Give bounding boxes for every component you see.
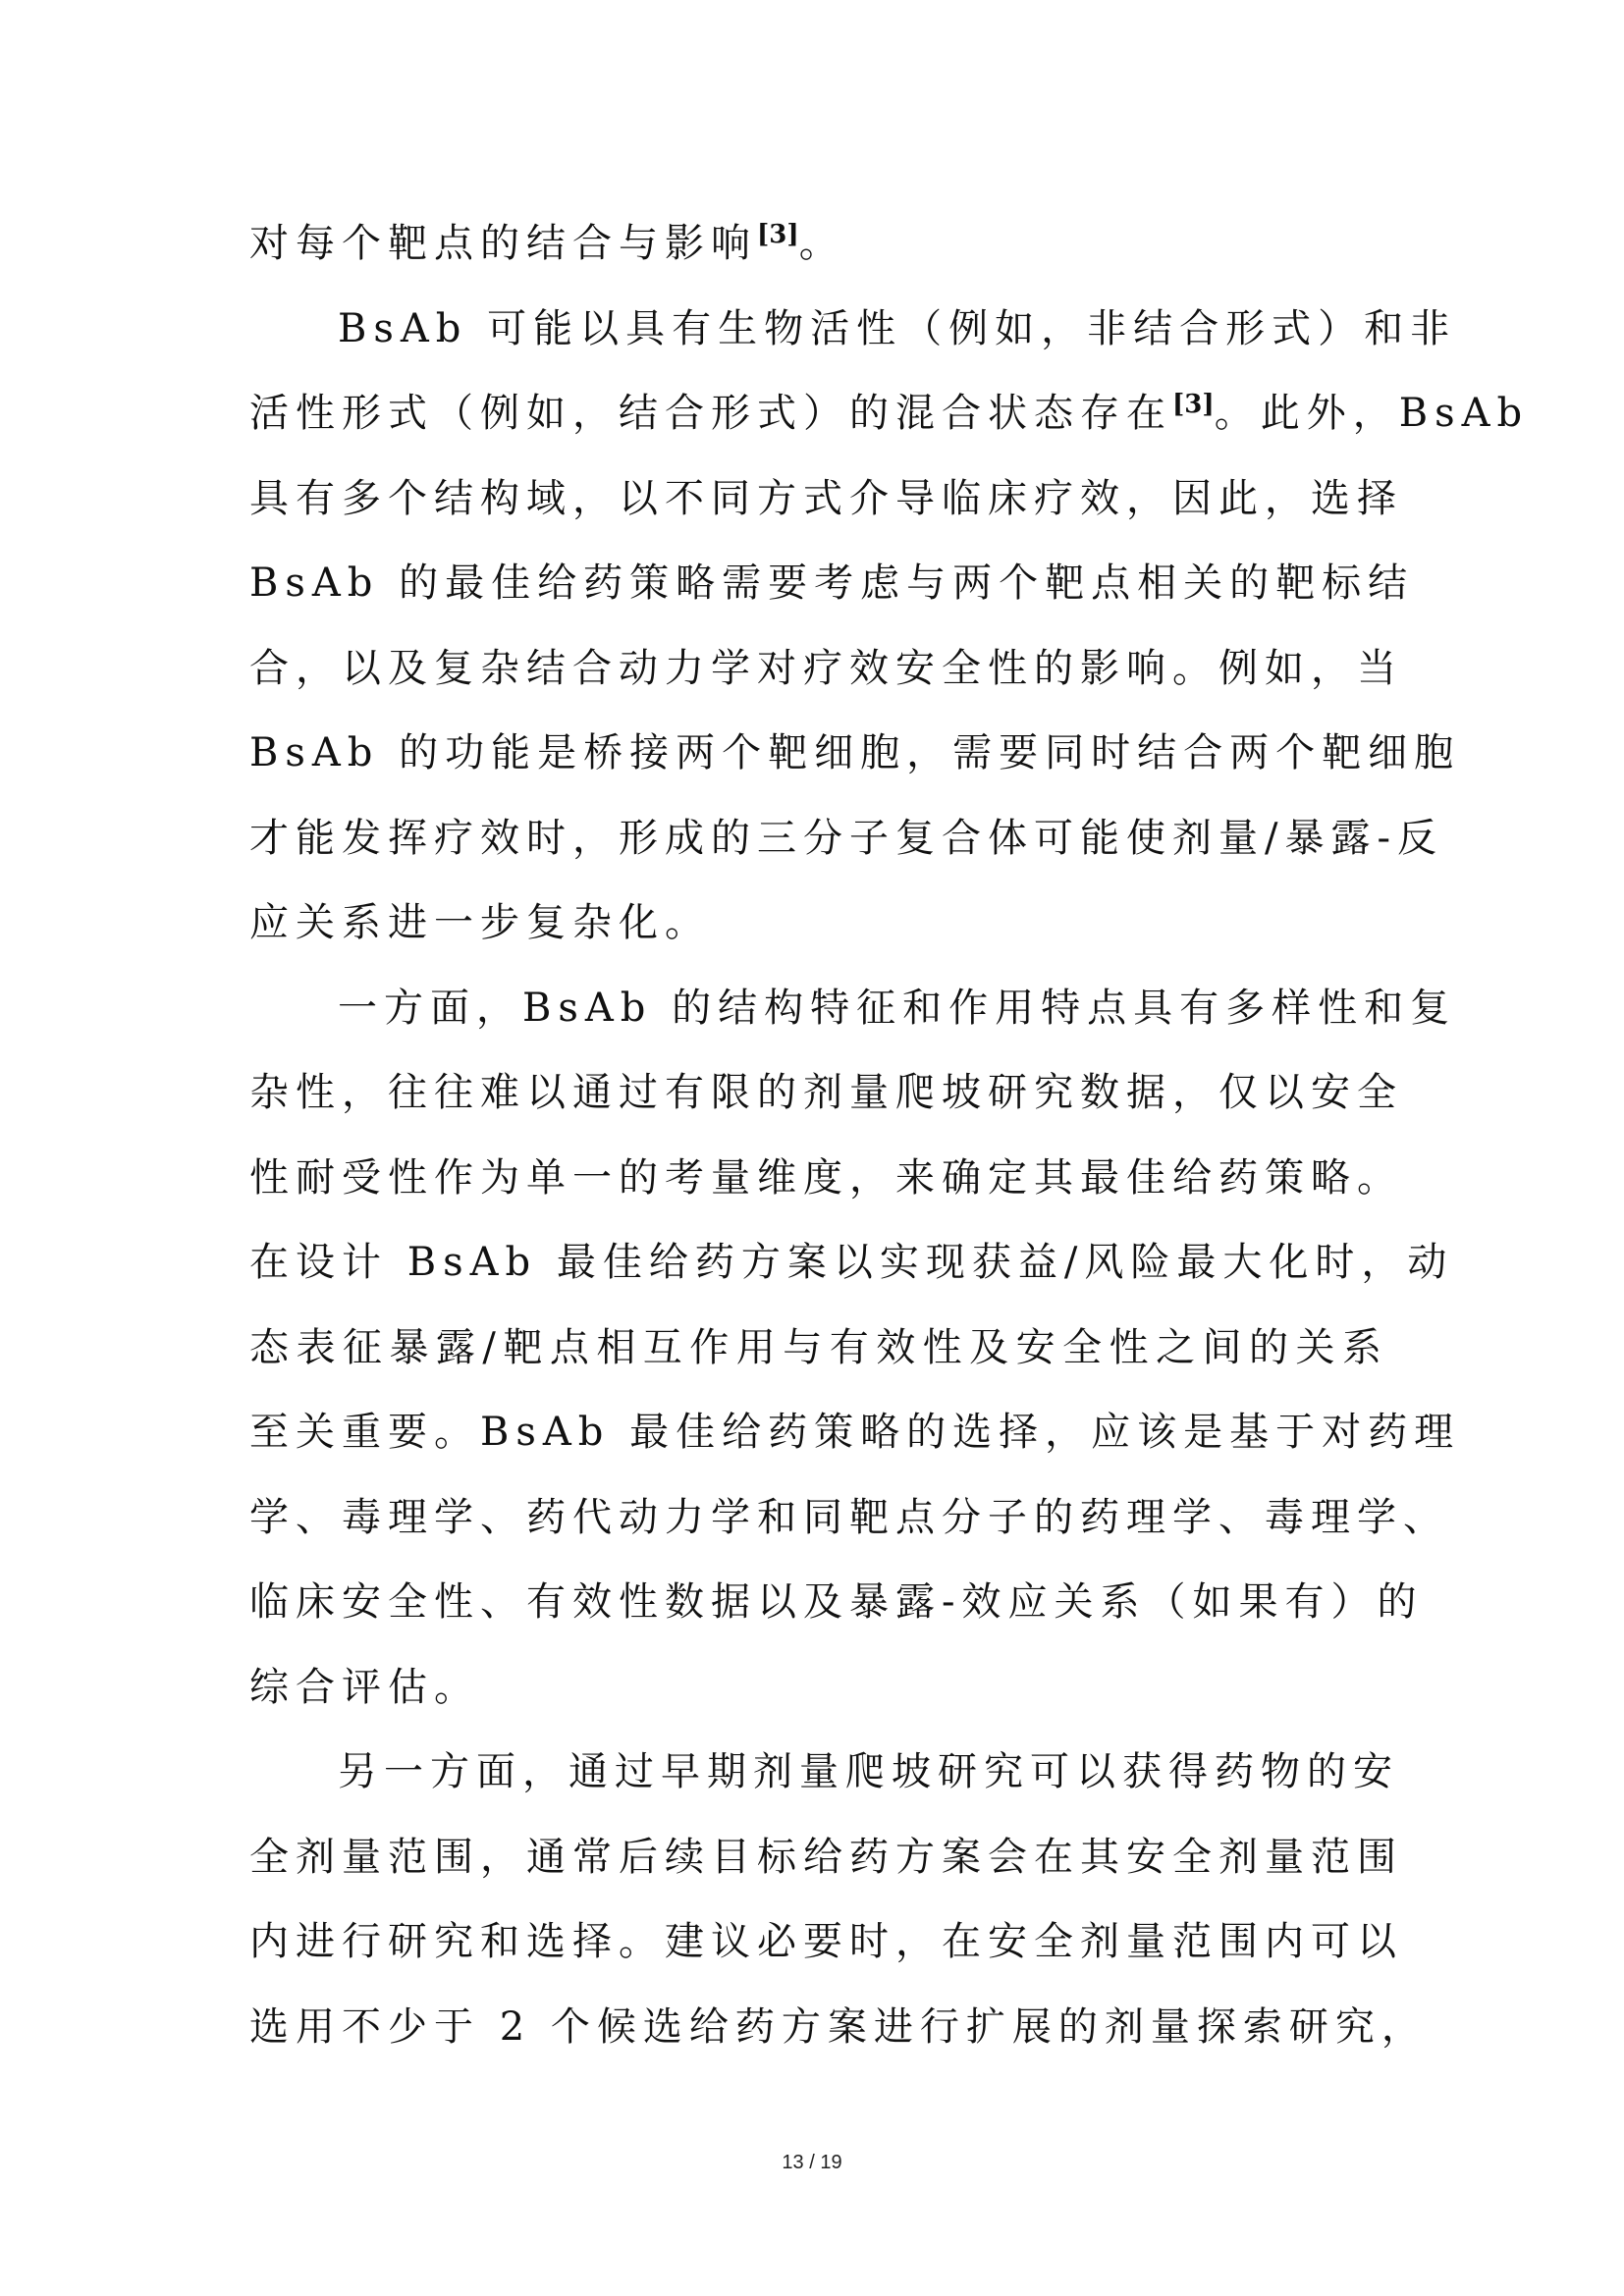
paragraph-4-line-1: 另一方面，通过早期剂量爬坡研究可以获得药物的安 [338,1749,1399,1794]
paragraph-1 [249,201,1388,287]
paragraph-2-line-3: 具有多个结构域，以不同方式介导临床疗效，因此，选择 [249,475,1403,521]
paragraph-3 [249,966,1461,1731]
paragraph-1-line-1: 对每个靶点的结合与影响[3]。 [249,220,845,266]
paragraph-2-line-8: 应关系进一步复杂化。 [249,900,711,945]
paragraph-2-line-5: 合，以及复杂结合动力学对疗效安全性的影响。例如，当 [249,645,1403,691]
paragraph-3-line-1: 一方面，BsAb 的结构特征和作用特点具有多样性和复 [338,985,1457,1031]
paragraph-3-line-5: 态表征暴露/靶点相互作用与有效性及安全性之间的关系 [249,1324,1388,1370]
body-text [249,201,1530,2069]
paragraph-3-line-4: 在设计 BsAb 最佳给药方案以实现获益/风险最大化时，动 [249,1240,1454,1285]
paragraph-3-line-8: 临床安全性、有效性数据以及暴露-效应关系（如果有）的 [249,1579,1424,1625]
citation-ref: [3] [757,220,799,249]
paragraph-3-line-7: 学、毒理学、药代动力学和同靶点分子的药理学、毒理学、 [249,1494,1449,1540]
citation-ref: [3] [1172,390,1215,419]
paragraph-2-line-7: 才能发挥疗效时，形成的三分子复合体可能使剂量/暴露-反 [249,815,1443,861]
page-number: 13 / 19 [782,2152,842,2173]
paragraph-2-line-6: BsAb 的功能是桥接两个靶细胞，需要同时结合两个靶细胞 [249,730,1461,775]
paragraph-4-line-4: 选用不少于 2 个候选给药方案进行扩展的剂量探索研究， [249,2003,1428,2050]
paragraph-2 [249,287,1530,966]
paragraph-3-line-6: 至关重要。BsAb 最佳给药策略的选择，应该是基于对药理 [249,1410,1461,1455]
paragraph-4 [249,1730,1428,2069]
paragraph-4-line-3: 内进行研究和选择。建议必要时，在安全剂量范围内可以 [249,1919,1403,1964]
paragraph-4-line-2: 全剂量范围，通常后续目标给药方案会在其安全剂量范围 [249,1834,1403,1880]
paragraph-2-line-2: 活性形式（例如，结合形式）的混合状态存在[3]。此外，BsAb [249,390,1530,436]
paragraph-2-line-4: BsAb 的最佳给药策略需要考虑与两个靶点相关的靶标结 [249,561,1415,606]
paragraph-2-line-1: BsAb 可能以具有生物活性（例如，非结合形式）和非 [338,305,1457,351]
paragraph-3-line-2: 杂性，往往难以通过有限的剂量爬坡研究数据，仅以安全 [249,1070,1403,1115]
paragraph-3-line-3: 性耐受性作为单一的考量维度，来确定其最佳给药策略。 [249,1154,1403,1201]
paragraph-3-line-9: 综合评估。 [249,1664,480,1710]
